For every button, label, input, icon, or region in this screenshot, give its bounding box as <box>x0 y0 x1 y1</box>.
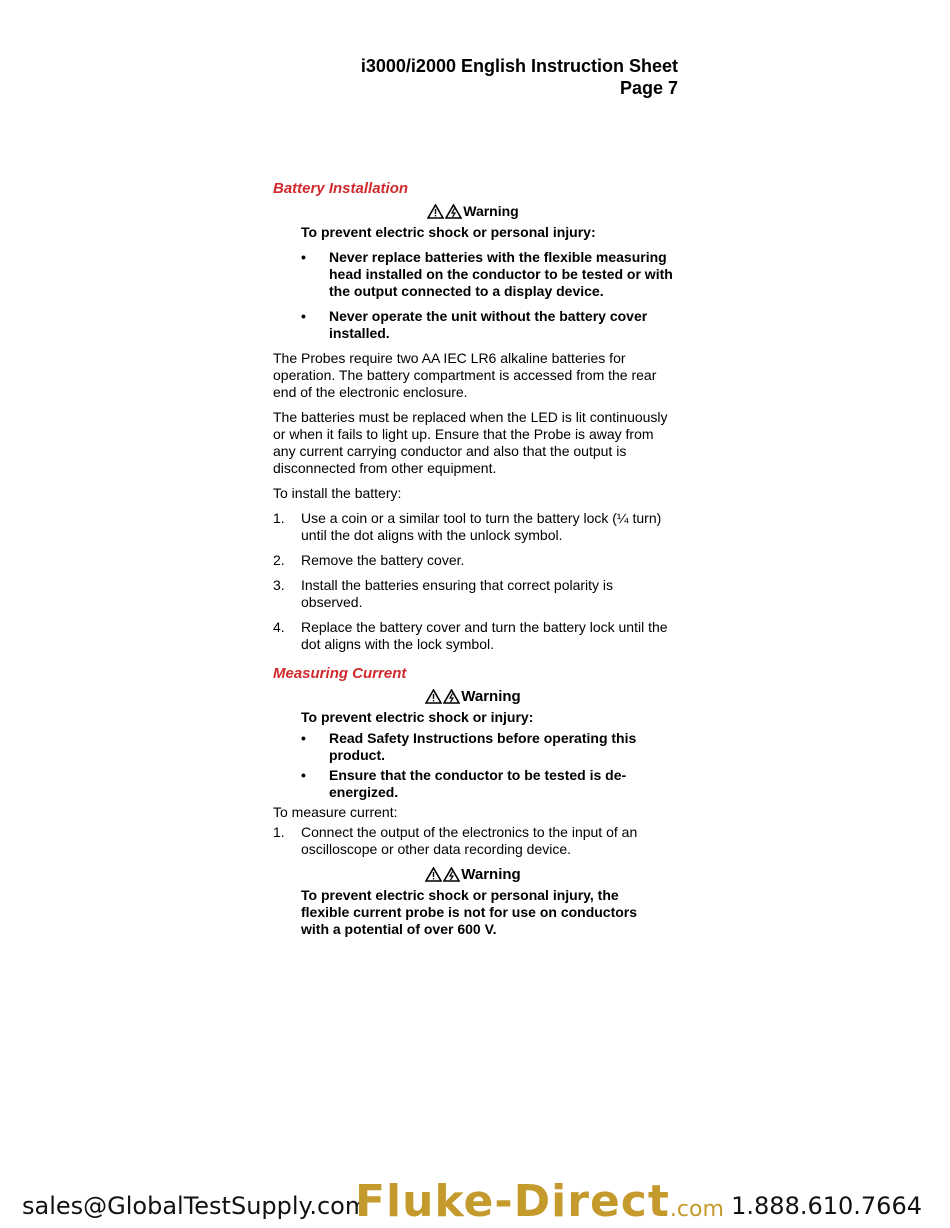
measuring-warning-heading <box>273 688 673 705</box>
brand-name: Fluke-Direct <box>355 1176 670 1227</box>
battery-steps-intro: To install the battery: <box>273 485 402 501</box>
measuring-current-heading: Measuring Current <box>273 665 407 682</box>
list-item: 4. Replace the battery cover and turn the battery lock until the dot aligns with the lock symbol. <box>273 619 668 652</box>
list-item: 1. Connect the output of the electronics to the input of an oscilloscope or other data recording device. <box>273 824 638 857</box>
measuring-warning-list <box>301 730 673 801</box>
bullet-glyph: • <box>301 730 306 746</box>
document-header <box>361 55 678 99</box>
brand-suffix: .com <box>669 1197 724 1222</box>
battery-warning-lead: To prevent electric shock or personal injury: <box>301 224 596 240</box>
measuring-steps-list <box>273 824 673 858</box>
main-content <box>273 180 673 938</box>
bullet-glyph: • <box>301 249 306 265</box>
caution-triangle-icon <box>425 689 442 704</box>
shock-hazard-triangle-icon <box>443 867 460 882</box>
list-item: • Never operate the unit without the battery cover installed. <box>301 308 648 341</box>
list-item: • Read Safety Instructions before operating this product. <box>301 730 637 763</box>
document-title: i3000/i2000 English Instruction Sheet <box>360 56 678 76</box>
battery-steps-list <box>273 510 673 653</box>
footer-banner <box>0 1172 950 1228</box>
measuring-warning2-heading <box>273 866 673 883</box>
warning-label: Warning <box>461 866 521 883</box>
battery-paragraph-2: The batteries must be replaced when the LED is lit continuously or when it fails to light up. Ensure that the Probe is away from any current carrying conductor and also that the output is disconnected from other equipment. <box>273 409 668 476</box>
list-item: 2. Remove the battery cover. <box>273 552 465 568</box>
battery-paragraph-1: The Probes require two AA IEC LR6 alkaline batteries for operation. The battery compartment is accessed from the rear end of the electronic enclosure. <box>273 350 657 400</box>
battery-installation-heading: Battery Installation <box>273 180 409 197</box>
page-number: Page 7 <box>619 78 678 98</box>
shock-hazard-triangle-icon <box>443 689 460 704</box>
footer-brand-logo[interactable] <box>355 1176 724 1227</box>
footer-email-link[interactable]: sales@GlobalTestSupply.com <box>22 1192 369 1220</box>
warning-label: Warning <box>461 688 521 705</box>
warning-label: Warning <box>463 203 519 219</box>
footer-phone-number[interactable]: 1.888.610.7664 <box>731 1192 922 1220</box>
battery-warning-list <box>301 249 673 342</box>
list-item: 1. Use a coin or a similar tool to turn the battery lock (¼ turn) until the dot aligns with the unlock symbol. <box>273 510 662 543</box>
measuring-warning-lead: To prevent electric shock or injury: <box>301 709 534 725</box>
measuring-warning2-text: To prevent electric shock or personal injury, the flexible current probe is not for use on conductors with a potential of over 600 V. <box>301 887 638 937</box>
list-item: 3. Install the batteries ensuring that correct polarity is observed. <box>273 577 614 610</box>
measuring-steps-intro: To measure current: <box>273 804 398 820</box>
battery-warning-heading <box>273 203 673 220</box>
caution-triangle-icon <box>427 204 444 219</box>
list-item: • Ensure that the conductor to be tested is de-energized. <box>301 767 627 800</box>
shock-hazard-triangle-icon <box>445 204 462 219</box>
bullet-glyph: • <box>301 767 306 783</box>
caution-triangle-icon <box>425 867 442 882</box>
bullet-glyph: • <box>301 308 306 324</box>
list-item: • Never replace batteries with the flexible measuring head installed on the conductor to be tested or with the output connected to a display device. <box>301 249 673 299</box>
